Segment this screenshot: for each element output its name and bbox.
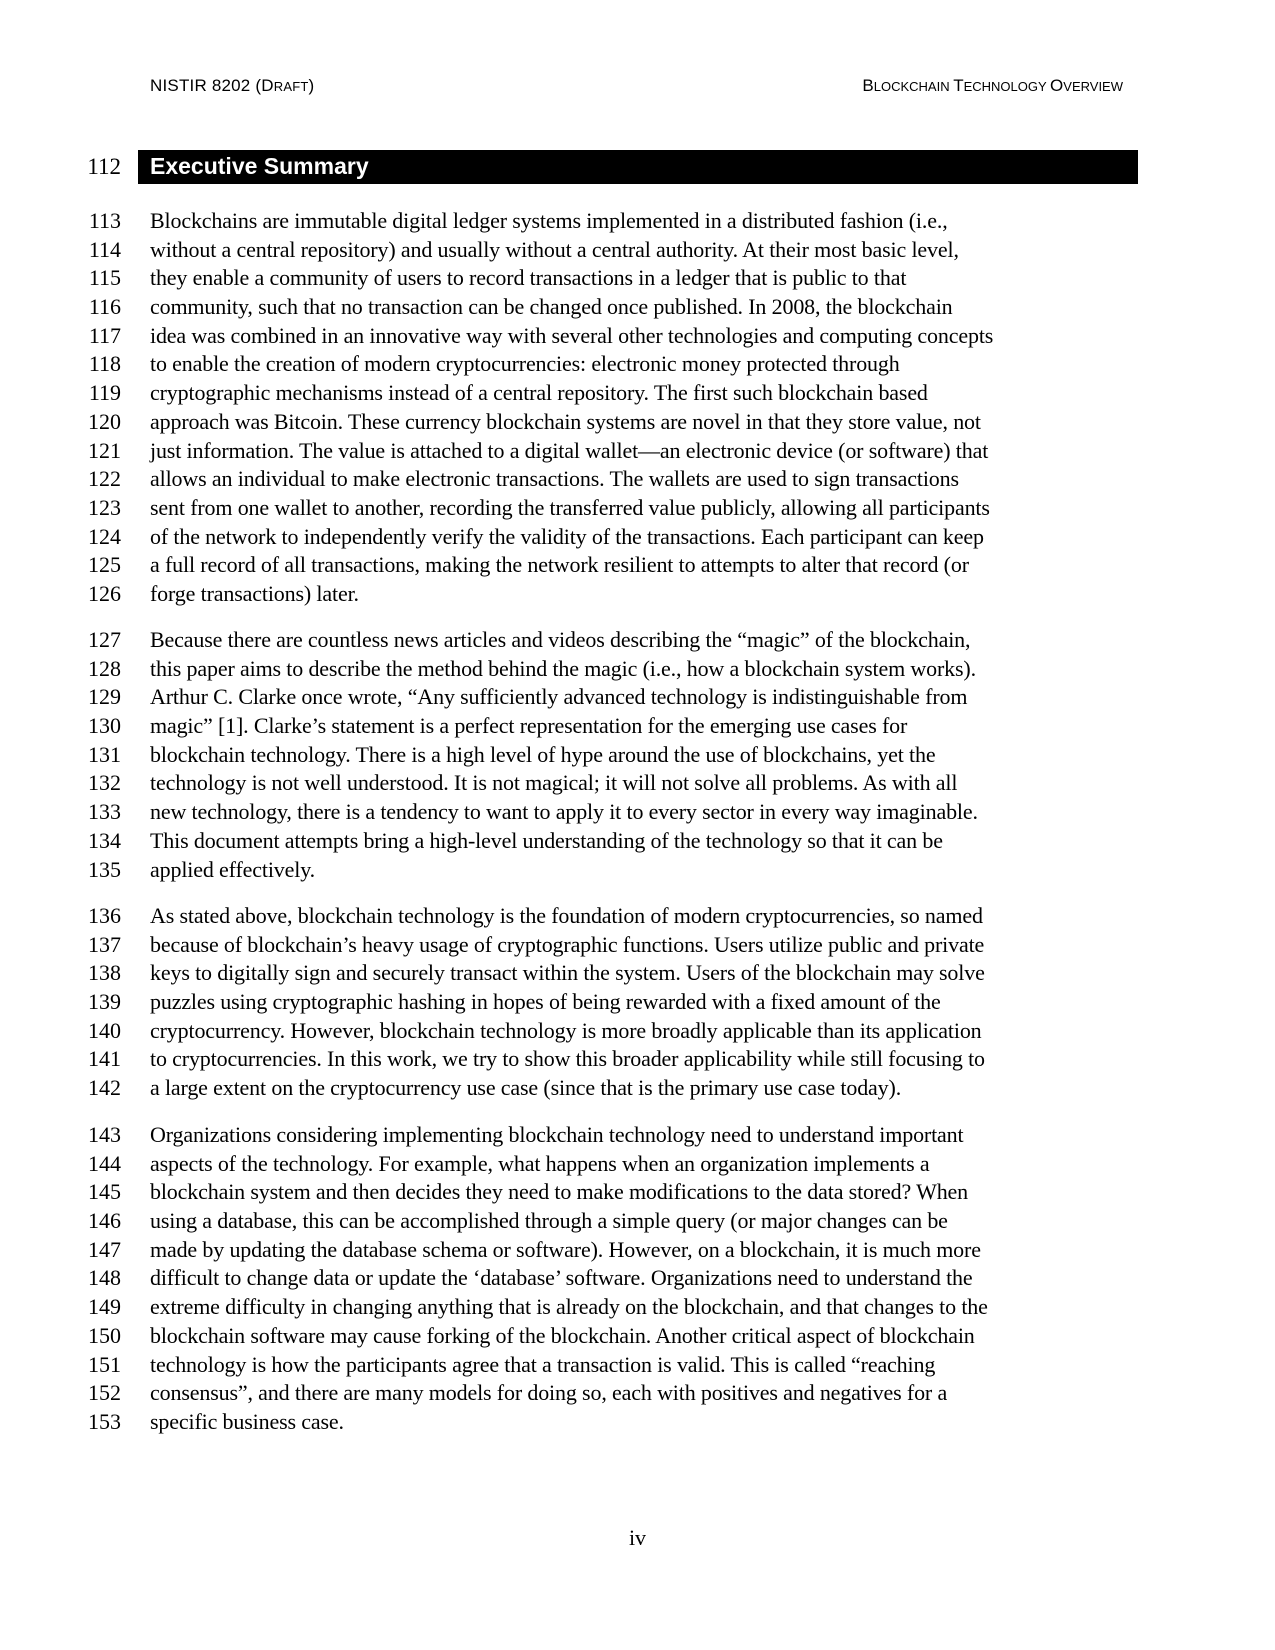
line-text: blockchain system and then decides they need to make modifications to the data stored? When: [150, 1179, 969, 1205]
line-text: blockchain software may cause forking of the blockchain. Another critical aspect of blockchain: [150, 1322, 975, 1348]
line-number: 139: [88, 989, 121, 1015]
line-number: 124: [88, 523, 121, 549]
line-text: community, such that no transaction can be changed once published. In 2008, the blockchain: [150, 294, 953, 320]
line-text: a large extent on the cryptocurrency use case (since that is the primary use case today).: [150, 1075, 902, 1101]
text-line: [0, 1351, 1275, 1380]
line-number: 123: [88, 494, 121, 520]
text-line: [0, 1293, 1275, 1322]
line-number: 118: [88, 351, 121, 377]
text-line: [0, 437, 1275, 466]
text-line: [0, 798, 1275, 827]
line-text: because of blockchain’s heavy usage of cryptographic functions. Users utilize public and private: [150, 931, 985, 957]
line-number: 151: [88, 1351, 121, 1377]
text-line: [0, 1379, 1275, 1408]
text-line: [0, 856, 1275, 885]
line-number: 129: [88, 684, 121, 710]
line-number: 117: [88, 322, 121, 348]
paragraph-1: [0, 207, 1275, 609]
line-text: cryptographic mechanisms instead of a central repository. The first such blockchain based: [150, 380, 928, 406]
paragraph-4: [0, 1121, 1275, 1437]
text-line: [0, 683, 1275, 712]
line-number: 122: [88, 466, 121, 492]
text-line: [0, 988, 1275, 1017]
text-line: [0, 465, 1275, 494]
text-line: [0, 322, 1275, 351]
line-text: a full record of all transactions, making the network resilient to attempts to alter that record (or: [150, 552, 969, 578]
line-number: 145: [88, 1179, 121, 1205]
text-line: [0, 1074, 1275, 1103]
line-text: this paper aims to describe the method behind the magic (i.e., how a blockchain system works).: [150, 655, 976, 681]
line-number: 114: [88, 236, 121, 262]
text-line: [0, 264, 1275, 293]
text-line: [0, 580, 1275, 609]
line-number: 134: [88, 827, 121, 853]
text-line: [0, 408, 1275, 437]
line-number: 146: [88, 1208, 121, 1234]
line-number: 126: [88, 580, 121, 606]
text-line: [0, 902, 1275, 931]
line-text: approach was Bitcoin. These currency blockchain systems are novel in that they store value, not: [150, 408, 981, 434]
line-text: made by updating the database schema or software). However, on a blockchain, it is much more: [150, 1236, 981, 1262]
line-number: 121: [88, 437, 121, 463]
line-text: As stated above, blockchain technology is the foundation of modern cryptocurrencies, so named: [150, 903, 983, 928]
line-number: 113: [88, 208, 121, 233]
paragraph-3: [0, 902, 1275, 1103]
line-text: without a central repository) and usually without a central authority. At their most basic level,: [150, 236, 959, 262]
line-text: puzzles using cryptographic hashing in hopes of being rewarded with a fixed amount of the: [150, 989, 941, 1015]
line-text: Because there are countless news articles and videos describing the “magic” of the blockchain,: [150, 627, 971, 652]
line-number: 147: [88, 1236, 121, 1262]
section-heading-row: [0, 150, 1275, 184]
line-text: to enable the creation of modern cryptocurrencies: electronic money protected through: [150, 351, 900, 377]
text-line: [0, 236, 1275, 265]
line-number: 149: [88, 1294, 121, 1320]
line-text: blockchain technology. There is a high level of hype around the use of blockchains, yet the: [150, 741, 936, 767]
line-text: extreme difficulty in changing anything that is already on the blockchain, and that changes to the: [150, 1294, 988, 1320]
line-number: 135: [88, 856, 121, 882]
line-number: 130: [88, 713, 121, 739]
text-line: [0, 1045, 1275, 1074]
line-text: allows an individual to make electronic transactions. The wallets are used to sign transactions: [150, 466, 959, 492]
text-line: [0, 655, 1275, 684]
line-text: using a database, this can be accomplished through a simple query (or major changes can be: [150, 1208, 948, 1234]
text-line: [0, 1408, 1275, 1437]
line-text: consensus”, and there are many models for doing so, each with positives and negatives for a: [150, 1380, 948, 1406]
text-line: [0, 1121, 1275, 1150]
text-line: [0, 207, 1275, 236]
line-text: to cryptocurrencies. In this work, we try to show this broader applicability while still focusing to: [150, 1046, 985, 1072]
line-text: Organizations considering implementing blockchain technology need to understand important: [150, 1122, 964, 1147]
line-text: sent from one wallet to another, recording the transferred value publicly, allowing all participants: [150, 494, 990, 520]
line-number: 153: [88, 1408, 121, 1434]
line-text: idea was combined in an innovative way with several other technologies and computing concepts: [150, 322, 994, 348]
line-number: 112: [87, 154, 121, 179]
line-number: 137: [88, 931, 121, 957]
text-line: [0, 551, 1275, 580]
line-text: technology is how the participants agree that a transaction is valid. This is called “reaching: [150, 1351, 936, 1377]
line-number: 116: [88, 294, 121, 320]
text-line: [0, 379, 1275, 408]
line-text: Blockchains are immutable digital ledger systems implemented in a distributed fashion (i.e.,: [150, 208, 948, 233]
line-number: 138: [88, 960, 121, 986]
line-number: 119: [88, 380, 121, 406]
line-text: aspects of the technology. For example, what happens when an organization implements a: [150, 1150, 930, 1176]
text-line: [0, 1178, 1275, 1207]
line-text: magic” [1]. Clarke’s statement is a perfect representation for the emerging use cases for: [150, 713, 908, 739]
line-text: difficult to change data or update the ‘database’ software. Organizations need to understand the: [150, 1265, 973, 1291]
line-text: forge transactions) later.: [150, 580, 359, 606]
running-header-right: BLOCKCHAIN TECHNOLOGY OVERVIEW: [862, 76, 1123, 95]
text-line: [0, 959, 1275, 988]
line-number: 115: [88, 265, 121, 291]
line-number: 133: [88, 799, 121, 825]
text-line: [0, 827, 1275, 856]
line-number: 150: [88, 1322, 121, 1348]
line-number: 125: [88, 552, 121, 578]
line-number: 142: [88, 1075, 121, 1101]
text-line: [0, 626, 1275, 655]
text-line: [0, 494, 1275, 523]
line-number: 127: [88, 627, 121, 652]
text-line: [0, 523, 1275, 552]
line-number: 140: [88, 1017, 121, 1043]
text-line: [0, 1236, 1275, 1265]
line-number: 128: [88, 655, 121, 681]
running-header-left: NISTIR 8202 (DRAFT): [150, 76, 315, 95]
text-line: [0, 931, 1275, 960]
line-number: 148: [88, 1265, 121, 1291]
page-number: iv: [628, 1525, 647, 1550]
text-line: [0, 1017, 1275, 1046]
line-number: 152: [88, 1380, 121, 1406]
text-line: [0, 293, 1275, 322]
line-text: This document attempts bring a high-level understanding of the technology so that it can be: [150, 827, 943, 853]
line-text: just information. The value is attached to a digital wallet—an electronic device (or software) that: [150, 437, 989, 463]
text-line: [0, 350, 1275, 379]
section-title: Executive Summary: [150, 153, 369, 179]
line-number: 120: [88, 408, 121, 434]
line-number: 136: [88, 903, 121, 928]
line-text: specific business case.: [150, 1408, 344, 1434]
text-line: [0, 769, 1275, 798]
paragraph-2: [0, 626, 1275, 884]
line-number: 144: [88, 1150, 121, 1176]
line-text: applied effectively.: [150, 856, 315, 882]
line-number: 131: [88, 741, 121, 767]
text-line: [0, 741, 1275, 770]
text-line: [0, 1150, 1275, 1179]
text-line: [0, 1264, 1275, 1293]
line-text: cryptocurrency. However, blockchain technology is more broadly applicable than its application: [150, 1017, 982, 1043]
line-text: of the network to independently verify the validity of the transactions. Each participant can keep: [150, 523, 984, 549]
text-line: [0, 712, 1275, 741]
line-number: 132: [88, 770, 121, 796]
line-text: keys to digitally sign and securely transact within the system. Users of the blockchain may solve: [150, 960, 985, 986]
line-text: new technology, there is a tendency to want to apply it to every sector in every way imaginable.: [150, 799, 978, 825]
line-text: technology is not well understood. It is not magical; it will not solve all problems. As with all: [150, 770, 958, 796]
line-text: they enable a community of users to record transactions in a ledger that is public to that: [150, 265, 907, 291]
section-heading-bar: [138, 150, 1138, 184]
line-number: 141: [88, 1046, 121, 1072]
text-line: [0, 1207, 1275, 1236]
line-number: 143: [88, 1122, 121, 1147]
text-line: [0, 1322, 1275, 1351]
line-text: Arthur C. Clarke once wrote, “Any sufficiently advanced technology is indistinguishable from: [150, 684, 968, 710]
